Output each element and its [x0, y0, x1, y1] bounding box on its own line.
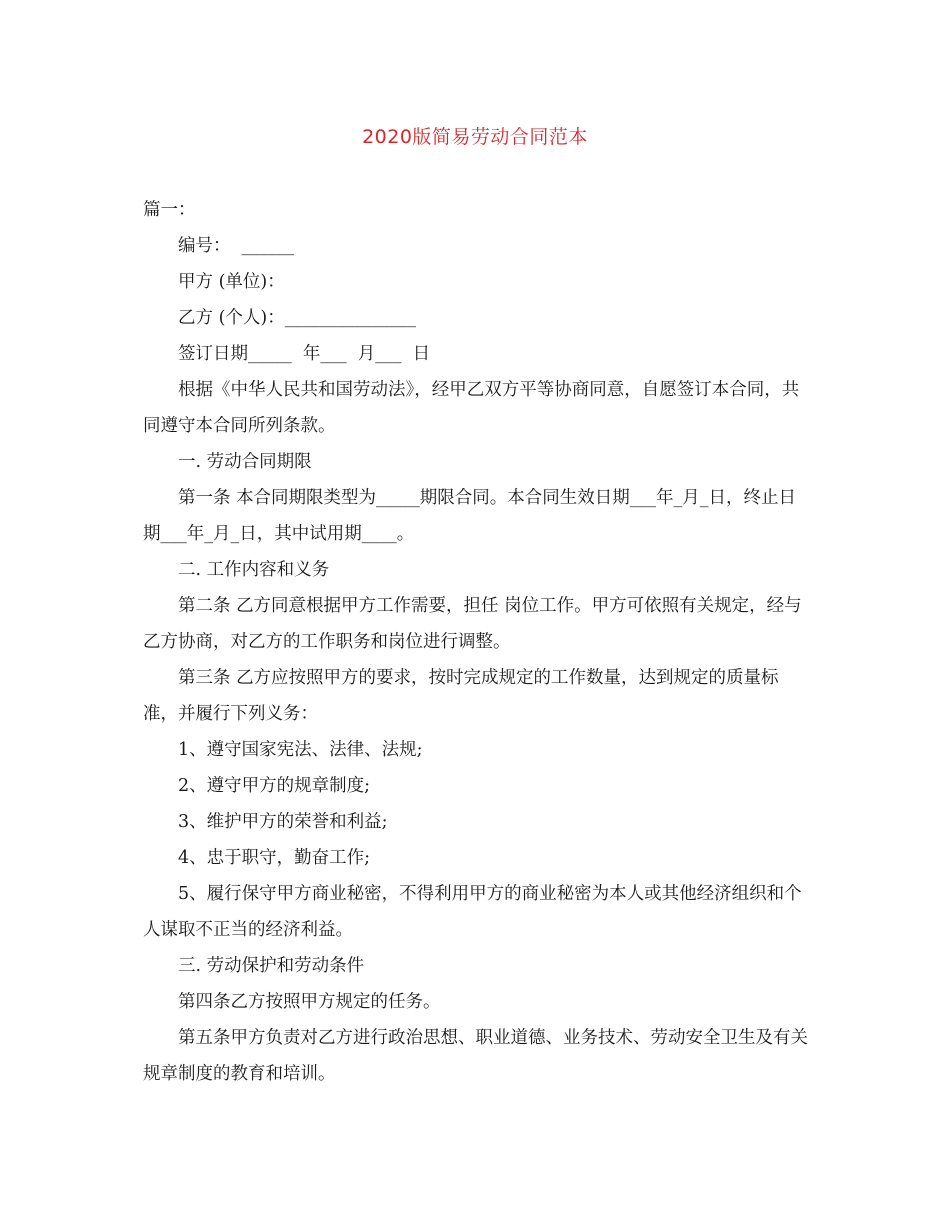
duty-item-1: 1、遵守国家宪法、法律、法规; — [178, 740, 423, 760]
article-5: 第五条甲方负责对乙方进行政治思想、职业道德、业务技术、劳动安全卫生及有关规章制度的教育和培训。 — [143, 1028, 808, 1084]
article-1: 第一条 本合同期限类型为_____期限合同。本合同生效日期___年_月_日，终止日期___年_月_日，其中试用期____。 — [143, 488, 797, 544]
article-4: 第四条乙方按照甲方规定的任务。 — [178, 992, 441, 1012]
duty-item-4: 4、忠于职守，勤奋工作; — [178, 848, 371, 868]
section-heading-duties: 二. 工作内容和义务 — [178, 560, 330, 580]
article-2: 第二条 乙方同意根据甲方工作需要，担任 岗位工作。甲方可依照有关规定，经与乙方协商，对乙方的工作职务和岗位进行调整。 — [143, 596, 802, 652]
duty-item-3: 3、维护甲方的荣誉和利益; — [178, 812, 388, 832]
duty-item-5: 5、履行保守甲方商业秘密，不得利用甲方的商业秘密为本人或其他经济组织和个人谋取不正当的经济利益。 — [143, 884, 802, 940]
contract-number-line: 编号： ______ — [178, 236, 295, 256]
article-3: 第三条 乙方应按照甲方的要求，按时完成规定的工作数量，达到规定的质量标准，并履行下列义务： — [143, 668, 779, 724]
duty-item-2: 2、遵守甲方的规章制度; — [178, 776, 371, 796]
party-a-line: 甲方 (单位)： — [178, 272, 285, 292]
section-heading-protection: 三. 劳动保护和劳动条件 — [178, 956, 365, 976]
document-body — [143, 192, 809, 1092]
document-title: 2020版简易劳动合同范本 — [362, 126, 588, 148]
section-heading-part-one: 篇一： — [143, 200, 196, 220]
party-b-line: 乙方 (个人)：_______________ — [178, 308, 416, 328]
signing-date-line: 签订日期_____ 年___ 月___ 日 — [178, 344, 431, 364]
section-heading-term: 一. 劳动合同期限 — [178, 452, 312, 472]
preamble-paragraph: 根据《中华人民共和国劳动法》，经甲乙双方平等协商同意，自愿签订本合同，共同遵守本合同所列条款。 — [143, 380, 800, 436]
